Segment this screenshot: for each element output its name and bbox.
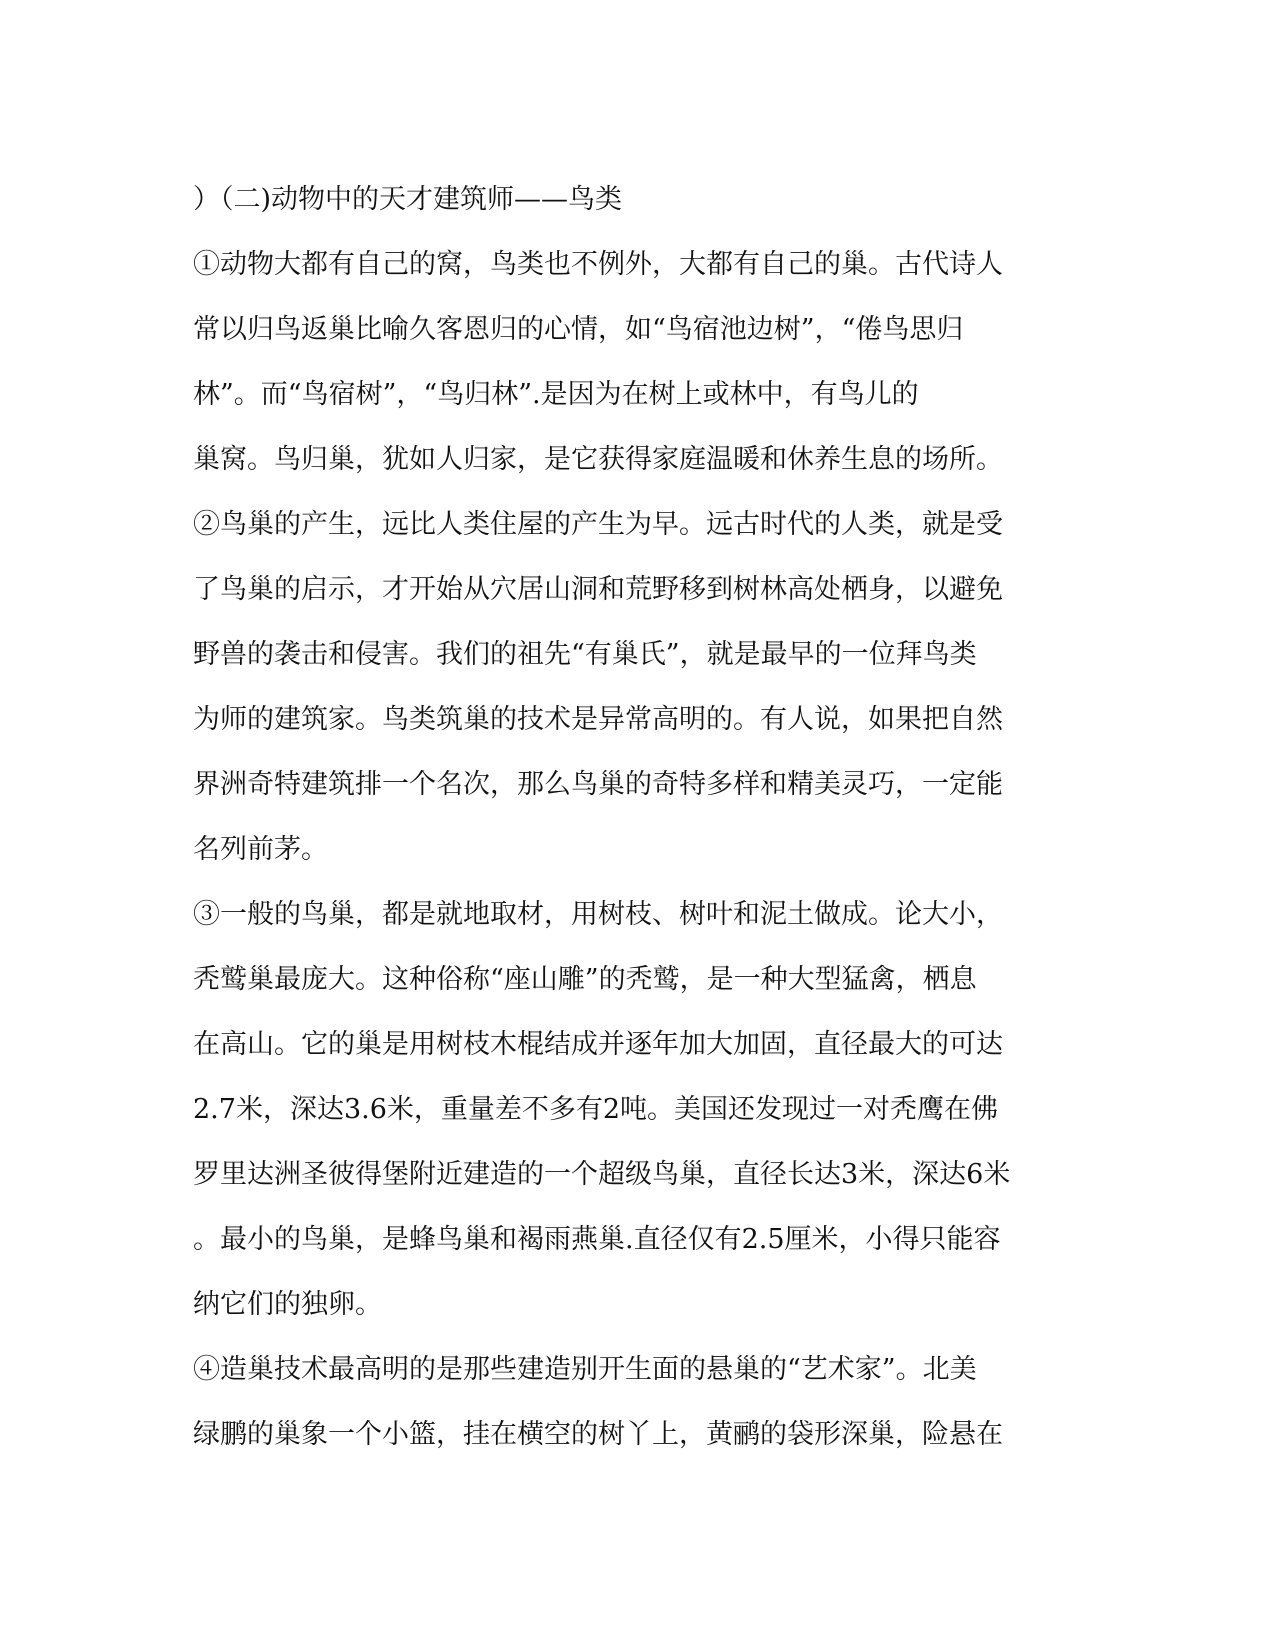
text-line: 。最小的鸟巢，是蜂鸟巢和褐雨燕巢.直径仅有2.5厘米，小得只能容: [193, 1224, 1001, 1255]
text-line: 秃鹫巢最庞大。这种俗称“座山雕”的秃鹫，是一种大型猛禽，栖息: [193, 964, 977, 995]
text-line: 了鸟巢的启示，才开始从穴居山洞和荒野移到树林高处栖身，以避免: [193, 574, 1003, 605]
text-line: 罗里达洲圣彼得堡附近建造的一个超级鸟巢，直径长达3米，深达6米: [193, 1159, 1011, 1190]
text-line: 巢窝。鸟归巢，犹如人归家，是它获得家庭温暖和休养生息的场所。: [193, 444, 1003, 475]
text-line: 野兽的袭击和侵害。我们的祖先“有巢氏”，就是最早的一位拜鸟类: [193, 639, 977, 670]
section-heading: ）（二)动物中的天才建筑师——鸟类: [193, 184, 623, 215]
text-line: 2.7米，深达3.6米，重量差不多有2吨。美国还发现过一对秃鹰在佛: [193, 1094, 999, 1125]
text-line: 纳它们的独卵。: [193, 1289, 382, 1320]
text-line: 林”。而“鸟宿树”，“鸟归林”.是因为在树上或林中，有鸟儿的: [193, 379, 919, 410]
text-line: 绿鹏的巢象一个小篮，挂在横空的树丫上，黄鹂的袋形深巢，险悬在: [193, 1419, 1003, 1450]
text-line: 界洲奇特建筑排一个名次，那么鸟巢的奇特多样和精美灵巧，一定能: [193, 769, 1003, 800]
text-line: ①动物大都有自己的窝，鸟类也不例外，大都有自己的巢。古代诗人: [193, 249, 1003, 280]
article-text: [193, 167, 1093, 1467]
text-line: ③一般的鸟巢，都是就地取材，用树枝、树叶和泥土做成。论大小，: [193, 899, 1003, 930]
text-line: 名列前茅。: [193, 834, 328, 865]
text-line: 在高山。它的巢是用树枝木棍结成并逐年加大加固，直径最大的可达: [193, 1029, 1003, 1060]
text-line: 常以归鸟返巢比喻久客恩归的心情，如“鸟宿池边树”，“倦鸟思归: [193, 314, 964, 345]
text-line: 为师的建筑家。鸟类筑巢的技术是异常高明的。有人说，如果把自然: [193, 704, 1003, 735]
text-line: ②鸟巢的产生，远比人类住屋的产生为早。远古时代的人类，就是受: [193, 509, 1003, 540]
text-line: ④造巢技术最高明的是那些建造别开生面的悬巢的“艺术家”。北美: [193, 1354, 977, 1385]
